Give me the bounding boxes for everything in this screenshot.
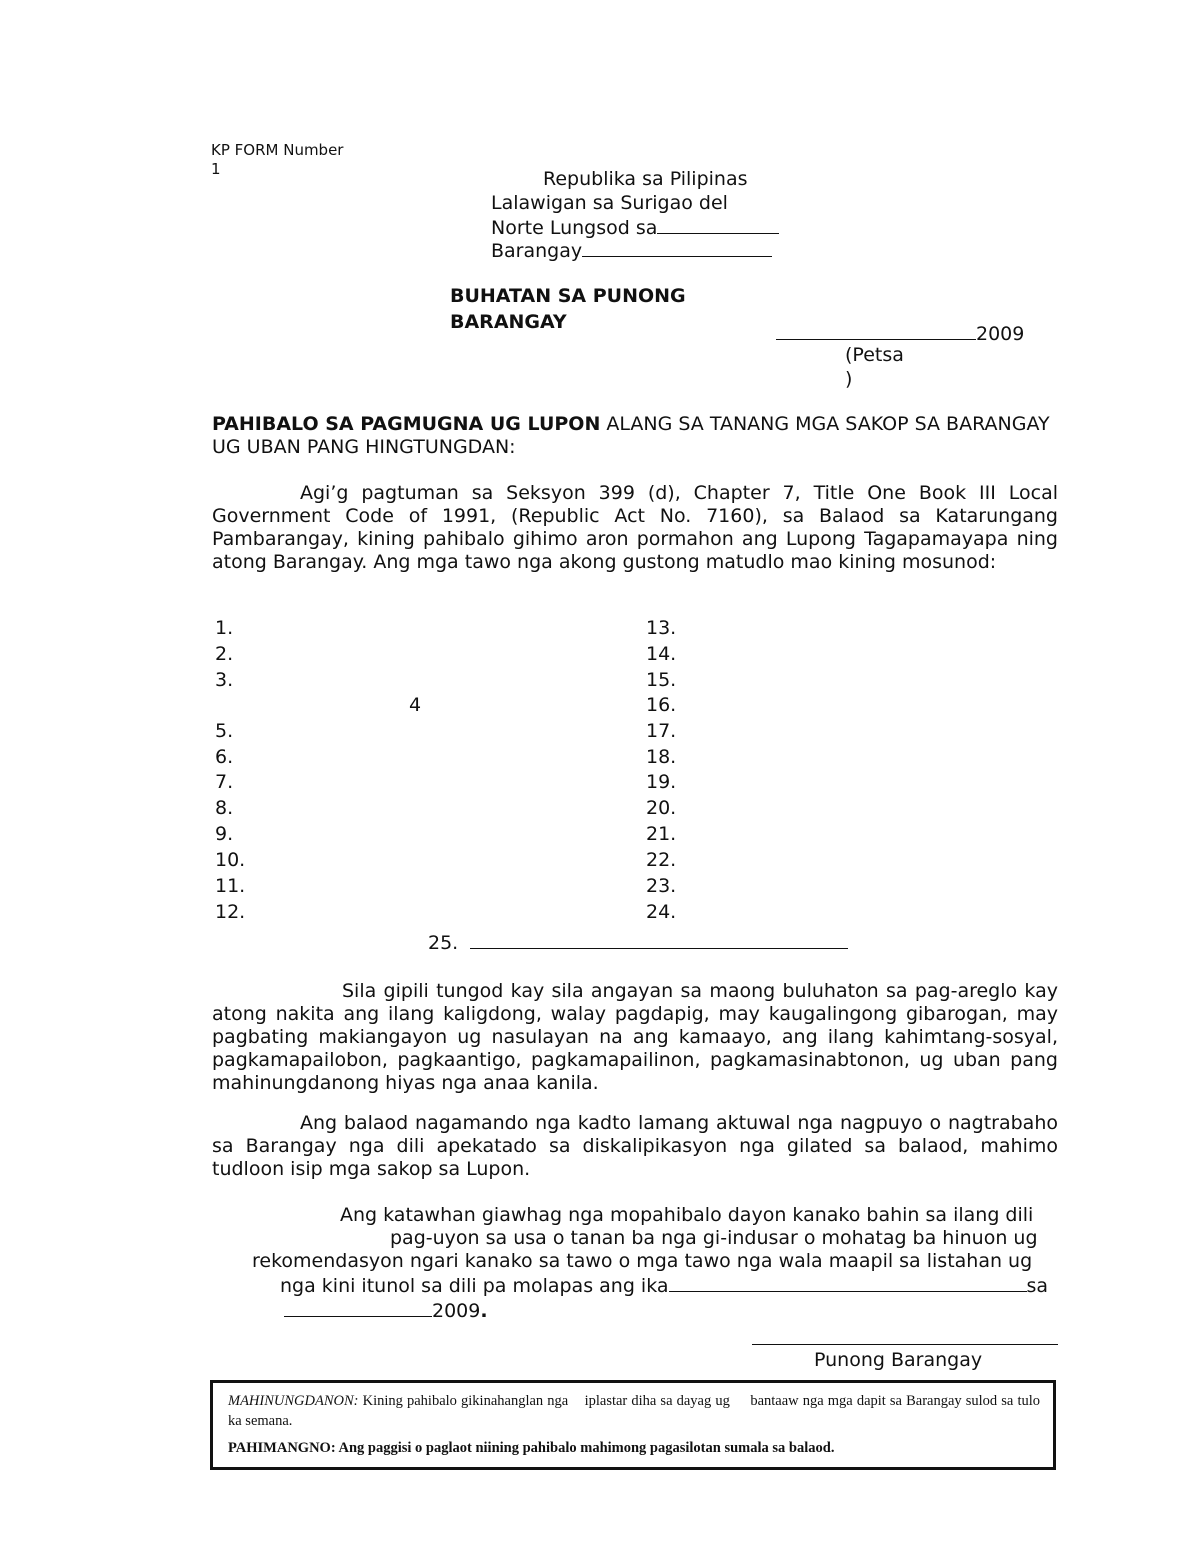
header-barangay xyxy=(491,238,772,263)
date-year: 2009 xyxy=(976,323,1025,345)
list-item: 12. xyxy=(215,901,246,923)
notice-heading-rest: ALANG SA TANANG MGA SAKOP SA BARANGAY UG UBAN PANG HINGTUNGDAN: xyxy=(212,413,1050,458)
deadline-day-blank xyxy=(669,1273,1027,1292)
list-item: 17. xyxy=(646,720,677,742)
list-item: 24. xyxy=(646,901,677,923)
list-item: 20. xyxy=(646,797,677,819)
barangay-blank xyxy=(582,238,772,257)
list-item-last-blank xyxy=(470,930,848,949)
list-item: 8. xyxy=(215,797,234,819)
notice-important xyxy=(228,1391,1044,1431)
date-caption-close: ) xyxy=(845,368,853,390)
list-item: 3. xyxy=(215,669,234,691)
signature-line xyxy=(752,1344,1058,1345)
paragraph-request-line4 xyxy=(280,1273,1048,1298)
paragraph-request-line2: pag-uyon sa usa o tanan ba nga gi-indusar o mohatag ba hinuon ug xyxy=(390,1227,1038,1249)
list-item-last xyxy=(428,930,848,953)
list-item: 19. xyxy=(646,771,677,793)
deadline-month-blank xyxy=(284,1298,432,1317)
list-item: 1. xyxy=(215,617,234,639)
notice-important-text: Kining pahibalo gikinahanglan nga iplastar diha sa dayag ug bantaaw nga mga dapit sa Barangay sulod sa tulo ka semana. xyxy=(228,1393,1044,1429)
title-line2: BARANGAY xyxy=(450,311,567,333)
deadline-sa: sa xyxy=(1026,1275,1049,1297)
header-city xyxy=(491,215,779,240)
deadline-label: nga kini itunol sa dili pa molapas ang ika xyxy=(280,1275,669,1297)
list-item: 23. xyxy=(646,875,677,897)
list-item: 11. xyxy=(215,875,246,897)
signature-caption: Punong Barangay xyxy=(814,1349,983,1371)
list-item: 2. xyxy=(215,643,234,665)
paragraph-request-line5 xyxy=(284,1298,488,1323)
list-item: 15. xyxy=(646,669,677,691)
paragraph-law: Ang balaod nagamando nga kadto lamang aktuwal nga nagpuyo o nagtrabaho sa Barangay nga dili apekatado sa diskalipikasyon nga gilated sa balaod, mahimo tudloon isip mga sakop sa Lupon. xyxy=(212,1112,1058,1180)
notice-heading xyxy=(212,413,1058,459)
notice-heading-bold: PAHIBALO SA PAGMUGNA UG LUPON xyxy=(212,413,601,435)
list-item: 14. xyxy=(646,643,677,665)
list-item: 18. xyxy=(646,746,677,768)
list-item: 21. xyxy=(646,823,677,845)
header-barangay-label: Barangay xyxy=(491,240,583,262)
paragraph-intro: Agi’g pagtuman sa Seksyon 399 (d), Chapter 7, Title One Book III Local Government Code of 1991, (Republic Act No. 7160), sa Balaod sa Katarungang Pambarangay, kining pahibalo gihimo aron pormahon ang Lupong Tagapamayapa ning atong Barangay. Ang mga tawo nga akong gustong matudlo mao kining mosunod: xyxy=(212,482,1058,573)
list-item: 4 xyxy=(409,694,422,716)
date-blank xyxy=(776,321,976,340)
notice-box xyxy=(210,1380,1056,1470)
header-province: Lalawigan sa Surigao del xyxy=(491,192,728,214)
list-item-last-number: 25. xyxy=(428,932,459,954)
paragraph-request-line1: Ang katawhan giawhag nga mopahibalo dayon kanako bahin sa ilang dili xyxy=(340,1204,1034,1226)
form-number-suffix: 1 xyxy=(211,160,221,178)
list-item: 7. xyxy=(215,771,234,793)
notice-important-label: MAHINUNGDANON: xyxy=(228,1393,359,1409)
deadline-period: . xyxy=(480,1300,488,1322)
date-caption: (Petsa xyxy=(845,344,904,366)
header-republic: Republika sa Pilipinas xyxy=(543,168,748,190)
list-item: 6. xyxy=(215,746,234,768)
list-item: 22. xyxy=(646,849,677,871)
list-item: 13. xyxy=(646,617,677,639)
deadline-year: 2009 xyxy=(432,1300,481,1322)
notice-warning: PAHIMANGNO: Ang paggisi o paglaot niining pahibalo mahimong pagasilotan sumala sa balaod. xyxy=(228,1440,835,1456)
paragraph-qualifications: Sila gipili tungod kay sila angayan sa maong buluhaton sa pag-areglo kay atong nakita ang ilang kaligdong, walay pagdapig, may kaugalingong gibarogan, may pagbating makiangayon ug nasulayan na ang kamaayo, ang ilang kahimtang-sosyal, pagkamapailobon, pagkaantigo, pagkamapailinon, pagkamasinabtonon, ug uban pang mahinungdanong hiyas nga anaa kanila. xyxy=(212,980,1058,1094)
form-number: KP FORM Number xyxy=(211,141,344,159)
paragraph-request-line3: rekomendasyon ngari kanako sa tawo o mga tawo nga wala maapil sa listahan ug xyxy=(252,1250,1033,1272)
header-city-label: Norte Lungsod sa xyxy=(491,217,658,239)
title-line1: BUHATAN SA PUNONG xyxy=(450,285,686,307)
list-item: 10. xyxy=(215,849,246,871)
list-item: 16. xyxy=(646,694,677,716)
list-item: 9. xyxy=(215,823,234,845)
city-blank xyxy=(657,215,779,234)
list-item: 5. xyxy=(215,720,234,742)
date-line xyxy=(776,321,1024,346)
